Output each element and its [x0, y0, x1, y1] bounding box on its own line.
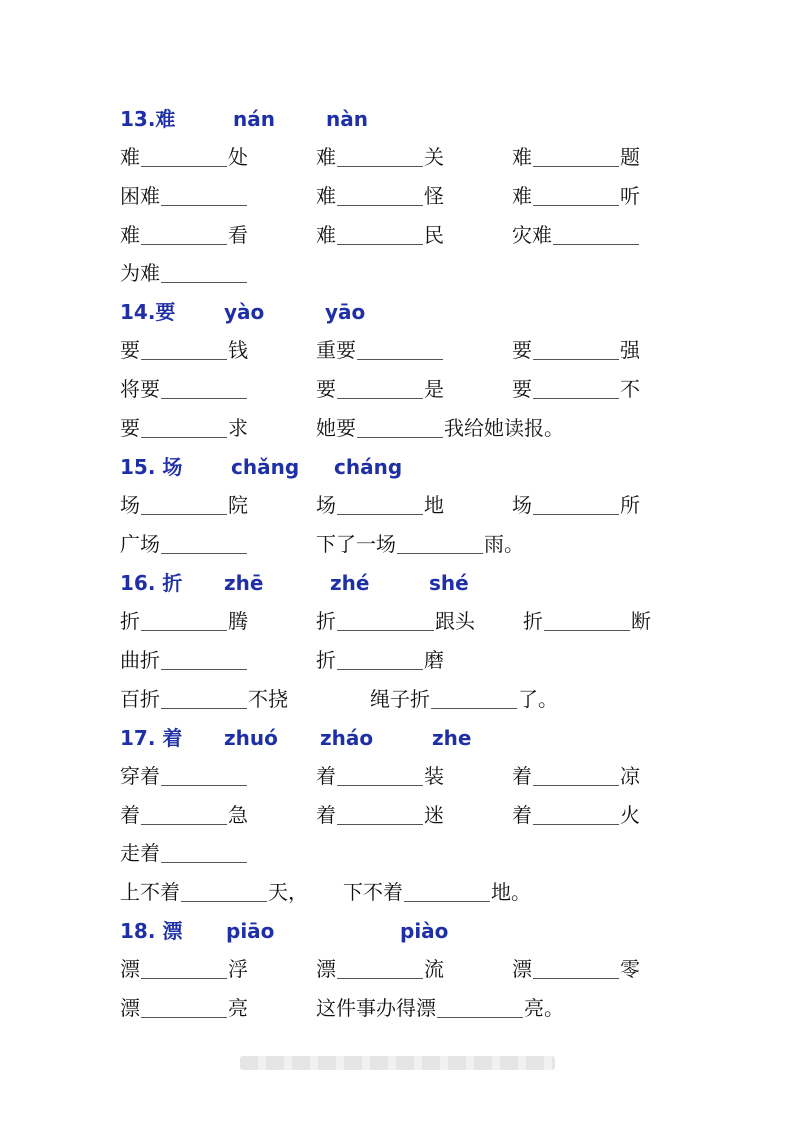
- answer-blank[interactable]: [533, 490, 619, 515]
- pinyin-reading: yào: [224, 300, 265, 324]
- word-suffix: 处: [228, 145, 248, 169]
- word-suffix: 断: [631, 609, 651, 633]
- word-fill-item: [512, 220, 640, 250]
- blurred-footer-watermark: [240, 1056, 555, 1070]
- word-fill-item: [120, 877, 308, 907]
- answer-blank[interactable]: [161, 684, 247, 709]
- word-fill-item: [120, 374, 248, 404]
- word-suffix: 关: [424, 145, 444, 169]
- word-prefix: 着: [120, 803, 140, 827]
- word-prefix: 走着: [120, 841, 160, 865]
- word-suffix: 亮: [228, 996, 248, 1020]
- word-prefix: 场: [512, 493, 532, 517]
- pinyin-reading: zhē: [224, 571, 264, 595]
- answer-blank[interactable]: [357, 335, 443, 360]
- word-suffix: 磨: [424, 648, 444, 672]
- word-fill-item: [512, 761, 640, 791]
- word-fill-item: [120, 220, 248, 250]
- word-prefix: 重要: [316, 338, 356, 362]
- word-fill-item: [512, 374, 640, 404]
- word-suffix: 所: [620, 493, 640, 517]
- answer-blank[interactable]: [337, 645, 423, 670]
- word-suffix: 怪: [424, 184, 444, 208]
- word-suffix: 雨。: [484, 532, 524, 556]
- word-suffix: 浮: [228, 957, 248, 981]
- word-prefix: 着: [512, 803, 532, 827]
- pinyin-reading: yāo: [325, 300, 366, 324]
- exercise-line: [0, 529, 793, 559]
- answer-blank[interactable]: [337, 954, 423, 979]
- word-fill-item: [316, 490, 444, 520]
- word-prefix: 穿着: [120, 764, 160, 788]
- answer-blank[interactable]: [337, 800, 423, 825]
- word-fill-item: [512, 954, 640, 984]
- word-prefix: 难: [316, 184, 336, 208]
- answer-blank[interactable]: [141, 220, 227, 245]
- answer-blank[interactable]: [337, 142, 423, 167]
- answer-blank[interactable]: [533, 374, 619, 399]
- pinyin-reading: zháo: [320, 726, 374, 750]
- word-suffix: 火: [620, 803, 640, 827]
- section-heading: [0, 452, 793, 482]
- word-prefix: 要: [512, 338, 532, 362]
- word-fill-item: [512, 335, 640, 365]
- answer-blank[interactable]: [161, 645, 247, 670]
- word-suffix: 是: [424, 377, 444, 401]
- answer-blank[interactable]: [533, 761, 619, 786]
- exercise-line: [0, 258, 793, 288]
- word-prefix: 着: [512, 764, 532, 788]
- answer-blank[interactable]: [337, 181, 423, 206]
- word-suffix: 地: [424, 493, 444, 517]
- word-prefix: 要: [512, 377, 532, 401]
- word-suffix: 不: [620, 377, 640, 401]
- exercise-line: [0, 800, 793, 830]
- word-fill-item: [120, 993, 248, 1023]
- word-fill-item: [120, 761, 248, 791]
- section-heading: [0, 297, 793, 327]
- word-suffix: 天，: [268, 880, 308, 904]
- pinyin-reading: cháng: [334, 455, 403, 479]
- word-suffix: 题: [620, 145, 640, 169]
- section-heading: [0, 723, 793, 753]
- word-suffix: 看: [228, 223, 248, 247]
- word-prefix: 漂: [512, 957, 532, 981]
- word-suffix: 求: [228, 416, 248, 440]
- word-fill-item: [120, 954, 248, 984]
- answer-blank[interactable]: [161, 761, 247, 786]
- answer-blank[interactable]: [337, 490, 423, 515]
- exercise-line: [0, 181, 793, 211]
- answer-blank[interactable]: [533, 142, 619, 167]
- exercise-line: [0, 645, 793, 675]
- answer-blank[interactable]: [553, 220, 639, 245]
- answer-blank[interactable]: [397, 529, 483, 554]
- word-suffix: 钱: [228, 338, 248, 362]
- word-prefix: 漂: [316, 957, 336, 981]
- exercise-line: [0, 954, 793, 984]
- word-prefix: 漂: [120, 996, 140, 1020]
- exercise-line: [0, 490, 793, 520]
- word-fill-item: [316, 761, 444, 791]
- exercise-line: [0, 684, 793, 714]
- answer-blank[interactable]: [544, 606, 630, 631]
- word-suffix: 听: [620, 184, 640, 208]
- word-fill-item: [120, 838, 248, 868]
- section-number-character: 15. 场: [120, 455, 183, 479]
- word-fill-item: [316, 954, 444, 984]
- word-fill-item: [316, 413, 564, 443]
- word-fill-item: [316, 220, 444, 250]
- word-fill-item: [316, 606, 475, 636]
- word-suffix: 了。: [518, 687, 558, 711]
- word-prefix: 广场: [120, 532, 160, 556]
- pinyin-reading: piào: [400, 919, 449, 943]
- word-suffix: 不挠: [248, 687, 288, 711]
- section-number-character: 16. 折: [120, 571, 183, 595]
- word-prefix: 难: [120, 145, 140, 169]
- word-prefix: 绳子折: [370, 687, 430, 711]
- word-fill-item: [120, 529, 248, 559]
- answer-blank[interactable]: [533, 181, 619, 206]
- word-prefix: 为难: [120, 261, 160, 285]
- word-suffix: 强: [620, 338, 640, 362]
- word-prefix: 上不着: [120, 880, 180, 904]
- word-suffix: 亮。: [524, 996, 564, 1020]
- word-prefix: 将要: [120, 377, 160, 401]
- word-fill-item: [316, 800, 444, 830]
- word-fill-item: [120, 258, 248, 288]
- word-prefix: 难: [512, 145, 532, 169]
- answer-blank[interactable]: [533, 335, 619, 360]
- answer-blank[interactable]: [141, 954, 227, 979]
- word-suffix: 跟头: [435, 609, 475, 633]
- word-fill-item: [120, 490, 248, 520]
- pinyin-reading: nàn: [326, 107, 368, 131]
- word-fill-item: [343, 877, 531, 907]
- word-prefix: 下不着: [343, 880, 403, 904]
- word-fill-item: [120, 335, 248, 365]
- word-fill-item: [120, 413, 248, 443]
- word-suffix: 我给她读报。: [444, 416, 564, 440]
- word-fill-item: [316, 529, 524, 559]
- section-heading: [0, 104, 793, 134]
- word-prefix: 场: [120, 493, 140, 517]
- section-number-character: 13.难: [120, 107, 176, 131]
- exercise-line: [0, 761, 793, 791]
- answer-blank[interactable]: [337, 374, 423, 399]
- exercise-line: [0, 877, 793, 907]
- word-prefix: 场: [316, 493, 336, 517]
- word-prefix: 折: [316, 609, 336, 633]
- word-prefix: 困难: [120, 184, 160, 208]
- answer-blank[interactable]: [431, 684, 517, 709]
- section-number-character: 18. 漂: [120, 919, 183, 943]
- exercise-line: [0, 374, 793, 404]
- answer-blank[interactable]: [337, 606, 434, 631]
- pinyin-reading: zhé: [330, 571, 370, 595]
- word-prefix: 要: [120, 416, 140, 440]
- word-prefix: 漂: [120, 957, 140, 981]
- word-prefix: 折: [523, 609, 543, 633]
- word-suffix: 装: [424, 764, 444, 788]
- answer-blank[interactable]: [141, 993, 227, 1018]
- word-prefix: 曲折: [120, 648, 160, 672]
- exercise-line: [0, 838, 793, 868]
- word-prefix: 这件事办得漂: [316, 996, 436, 1020]
- word-fill-item: [316, 335, 444, 365]
- word-prefix: 要: [120, 338, 140, 362]
- section-heading: [0, 916, 793, 946]
- word-prefix: 折: [120, 609, 140, 633]
- answer-blank[interactable]: [141, 800, 227, 825]
- word-prefix: 百折: [120, 687, 160, 711]
- section-number-character: 14.要: [120, 300, 176, 324]
- pinyin-reading: piāo: [226, 919, 275, 943]
- answer-blank[interactable]: [337, 220, 423, 245]
- exercise-line: [0, 993, 793, 1023]
- word-fill-item: [120, 181, 248, 211]
- answer-blank[interactable]: [141, 606, 227, 631]
- word-prefix: 折: [316, 648, 336, 672]
- word-suffix: 凉: [620, 764, 640, 788]
- word-fill-item: [316, 645, 444, 675]
- answer-blank[interactable]: [141, 413, 227, 438]
- word-fill-item: [523, 606, 651, 636]
- answer-blank[interactable]: [337, 761, 423, 786]
- pinyin-reading: chǎng: [231, 455, 300, 479]
- word-fill-item: [120, 800, 248, 830]
- answer-blank[interactable]: [404, 877, 490, 902]
- word-suffix: 腾: [228, 609, 248, 633]
- word-suffix: 民: [424, 223, 444, 247]
- answer-blank[interactable]: [141, 142, 227, 167]
- answer-blank[interactable]: [161, 258, 247, 283]
- answer-blank[interactable]: [161, 838, 247, 863]
- word-fill-item: [316, 993, 564, 1023]
- word-suffix: 院: [228, 493, 248, 517]
- word-prefix: 难: [512, 184, 532, 208]
- answer-blank[interactable]: [161, 529, 247, 554]
- word-prefix: 要: [316, 377, 336, 401]
- word-prefix: 着: [316, 764, 336, 788]
- word-fill-item: [120, 606, 248, 636]
- word-fill-item: [512, 800, 640, 830]
- word-prefix: 难: [316, 223, 336, 247]
- section-number-character: 17. 着: [120, 726, 183, 750]
- word-suffix: 零: [620, 957, 640, 981]
- answer-blank[interactable]: [161, 374, 247, 399]
- word-fill-item: [120, 142, 248, 172]
- exercise-line: [0, 413, 793, 443]
- exercise-line: [0, 142, 793, 172]
- answer-blank[interactable]: [141, 335, 227, 360]
- word-suffix: 地。: [491, 880, 531, 904]
- word-prefix: 难: [120, 223, 140, 247]
- word-prefix: 她要: [316, 416, 356, 440]
- pinyin-reading: shé: [429, 571, 469, 595]
- word-prefix: 灾难: [512, 223, 552, 247]
- word-fill-item: [120, 645, 248, 675]
- answer-blank[interactable]: [357, 413, 443, 438]
- word-fill-item: [316, 142, 444, 172]
- section-heading: [0, 568, 793, 598]
- exercise-line: [0, 335, 793, 365]
- word-fill-item: [512, 181, 640, 211]
- pinyin-reading: zhe: [432, 726, 472, 750]
- word-fill-item: [316, 181, 444, 211]
- answer-blank[interactable]: [533, 954, 619, 979]
- word-prefix: 着: [316, 803, 336, 827]
- word-fill-item: [512, 142, 640, 172]
- exercise-line: [0, 220, 793, 250]
- answer-blank[interactable]: [181, 877, 267, 902]
- word-suffix: 急: [228, 803, 248, 827]
- exercise-line: [0, 606, 793, 636]
- word-fill-item: [370, 684, 558, 714]
- word-fill-item: [120, 684, 288, 714]
- word-fill-item: [512, 490, 640, 520]
- word-fill-item: [316, 374, 444, 404]
- pinyin-reading: nán: [233, 107, 275, 131]
- word-prefix: 难: [316, 145, 336, 169]
- answer-blank[interactable]: [533, 800, 619, 825]
- answer-blank[interactable]: [437, 993, 523, 1018]
- word-prefix: 下了一场: [316, 532, 396, 556]
- pinyin-reading: zhuó: [224, 726, 278, 750]
- answer-blank[interactable]: [161, 181, 247, 206]
- answer-blank[interactable]: [141, 490, 227, 515]
- word-suffix: 流: [424, 957, 444, 981]
- word-suffix: 迷: [424, 803, 444, 827]
